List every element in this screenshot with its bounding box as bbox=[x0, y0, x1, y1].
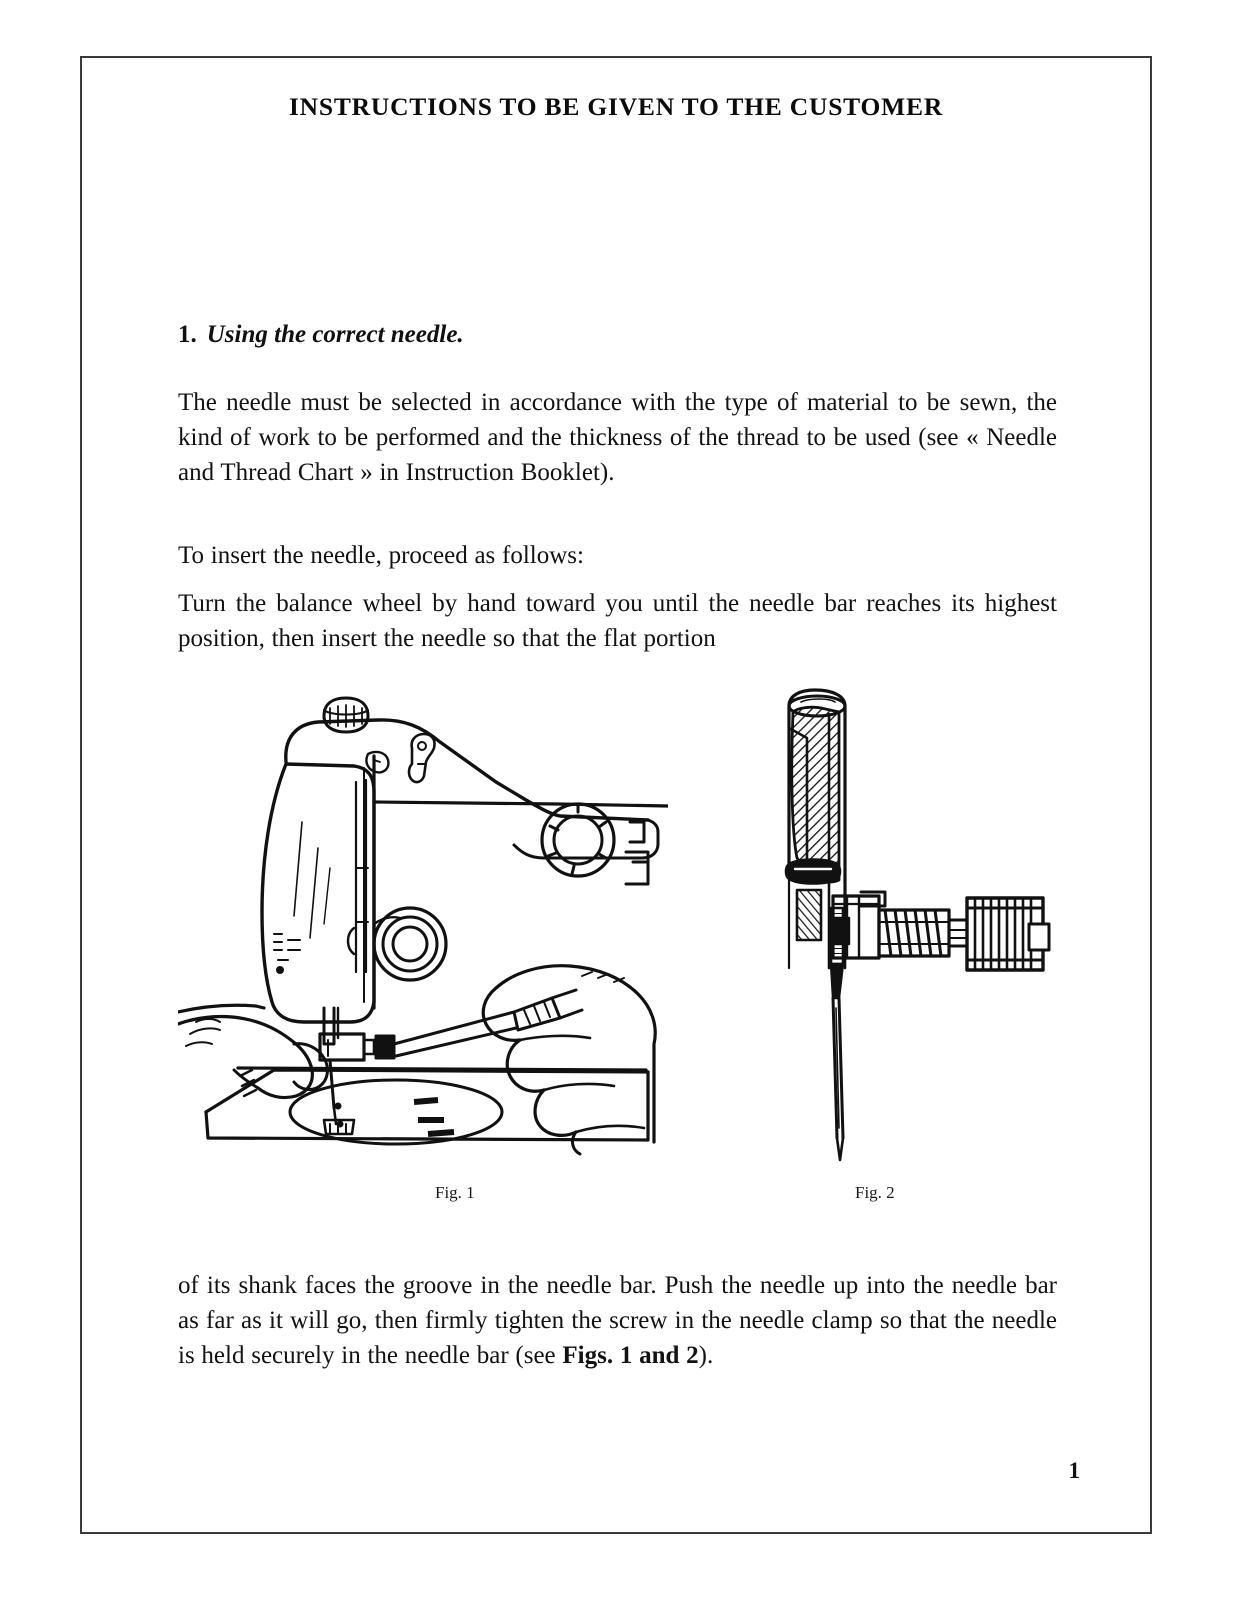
paragraph-turn-balance-wheel: Turn the balance wheel by hand toward you until the needle bar reaches its highest position, then insert the needle so that the flat portion bbox=[178, 590, 1057, 652]
figure-2-caption: Fig. 2 bbox=[855, 1183, 895, 1202]
tail-text-lead: of its shank faces the groove in the needle bar. Push the needle up into the needle bar as far as it will go, then firmly tighten the screw in the needle clamp so that the needle is held securely in the needle bar (see bbox=[178, 1272, 1057, 1369]
paragraph-insert-intro: To insert the needle, proceed as follows: bbox=[178, 542, 584, 569]
figure-2-illustration bbox=[753, 668, 1058, 1178]
figure-1-caption: Fig. 1 bbox=[435, 1183, 475, 1202]
figures-row bbox=[178, 672, 1058, 1212]
page-title: INSTRUCTIONS TO BE GIVEN TO THE CUSTOMER bbox=[288, 92, 944, 121]
tail-text-end: ). bbox=[698, 1342, 714, 1369]
paragraph-needle-selection: The needle must be selected in accordance with the type of material to be sewn, the kind of work to be performed and the thickness of the thread to be used (see « Needle and Thread Chart » in Instruction Booklet). bbox=[178, 389, 1057, 486]
section-title: Using the correct needle. bbox=[206, 321, 464, 348]
paragraph-tighten-screw bbox=[178, 1268, 1057, 1373]
figure-1-illustration bbox=[178, 672, 668, 1182]
section-number: 1. bbox=[178, 321, 197, 348]
page-number: 1 bbox=[1068, 1458, 1080, 1483]
figure-reference-bold: Figs. 1 and 2 bbox=[562, 1342, 699, 1369]
section-heading bbox=[178, 321, 464, 349]
